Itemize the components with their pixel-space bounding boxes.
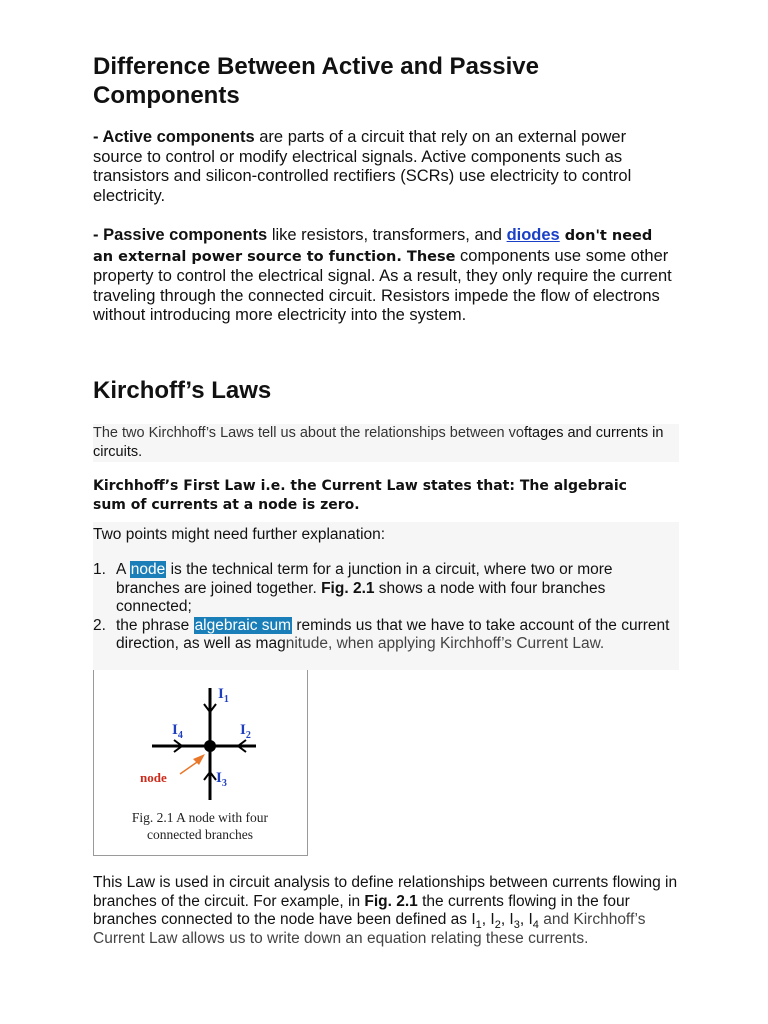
page-title: Difference Between Active and Passive Components — [93, 53, 539, 109]
node-diagram — [94, 670, 307, 855]
usage-text: , I — [519, 911, 533, 928]
intro-part-2: ftages and currents in circuits. — [93, 425, 664, 460]
point-text: is the technical term for a junction in a circuit, where two or more branches are joined together. — [116, 561, 613, 597]
passive-components-paragraph — [93, 226, 673, 326]
active-components-paragraph — [93, 128, 673, 206]
list-item — [93, 617, 679, 654]
i2-label: $I_2$ — [240, 722, 251, 741]
passive-bold-text: don't need an external power source to function. These — [93, 228, 653, 265]
i4-label: $I_4$ — [172, 722, 183, 741]
two-points-text: Two points might need further explanation: — [93, 526, 386, 543]
fig-reference: Fig. 2.1 — [321, 579, 375, 597]
passive-text-2: components use some other property to control the electrical signal. As a result, they only require the current traveling through the connected circuit. Resistors impede the flow of electrons without introducing more electricity into the system. — [93, 246, 672, 324]
node-label: node — [140, 770, 167, 785]
subscript: 2 — [494, 919, 501, 932]
usage-text: , I — [500, 911, 514, 928]
point-text: reminds us that we have to take account of the current direction, as well as mag — [116, 616, 670, 652]
law-usage-paragraph — [93, 874, 679, 948]
i1-label: $I_1$ — [218, 686, 229, 705]
diodes-link[interactable]: diodes — [506, 226, 560, 244]
subscript: 1 — [475, 919, 482, 932]
kirchhoff-intro — [93, 424, 677, 462]
fig-reference: Fig. 2.1 — [364, 892, 418, 910]
first-law-statement: Kirchhoff’s First Law i.e. the Current Law states that: The algebraic sum of currents at a node is zero. — [93, 478, 627, 513]
intro-part-1: The two Kirchhoff’s Laws tell us about the relationships between vo — [93, 425, 524, 441]
usage-text: and Kirchhoff’s Current Law allows us to write down an equation relating these currents. — [93, 911, 646, 947]
list-number: 2. — [93, 616, 106, 634]
node-dot — [204, 740, 216, 752]
point-text: shows a node with four branches connected; — [116, 579, 606, 615]
active-lead: - Active components — [93, 128, 255, 146]
usage-text: the currents flowing in the four branches connected to the node have been defined as I — [93, 892, 630, 928]
node-highlight: node — [130, 561, 166, 578]
point-text: nitude, when applying Kirchhoff’s Current Law. — [285, 635, 605, 652]
kirchoff-heading: Kirchoff’s Laws — [93, 377, 272, 404]
figure-caption-line-1: Fig. 2.1 A node with four — [131, 810, 269, 825]
point-text: A — [116, 561, 130, 578]
i3-label: $I_3$ — [216, 770, 227, 789]
figure-2-1 — [93, 670, 308, 856]
passive-lead: - Passive components — [93, 226, 268, 244]
algebraic-sum-highlight: algebraic sum — [194, 616, 292, 634]
active-text: are parts of a circuit that rely on an external power source to control or modify electrical signals. Active components such as transistors and silicon-controlled rectifiers (SCRs) use electricity to control electricity. — [93, 128, 632, 205]
list-item — [93, 561, 679, 617]
usage-text: , I — [481, 911, 495, 928]
point-text: the phrase — [116, 616, 194, 634]
subscript: 3 — [513, 919, 520, 932]
figure-caption-line-2: connected branches — [146, 827, 254, 842]
list-number: 1. — [93, 561, 106, 578]
subscript: 4 — [532, 919, 539, 932]
explanation-list — [93, 561, 679, 654]
usage-text: This Law is used in circuit analysis to define relationships between currents flowing in branches of the circuit. For example, in — [93, 874, 678, 910]
passive-text-1: like resistors, transformers, and — [267, 226, 507, 244]
